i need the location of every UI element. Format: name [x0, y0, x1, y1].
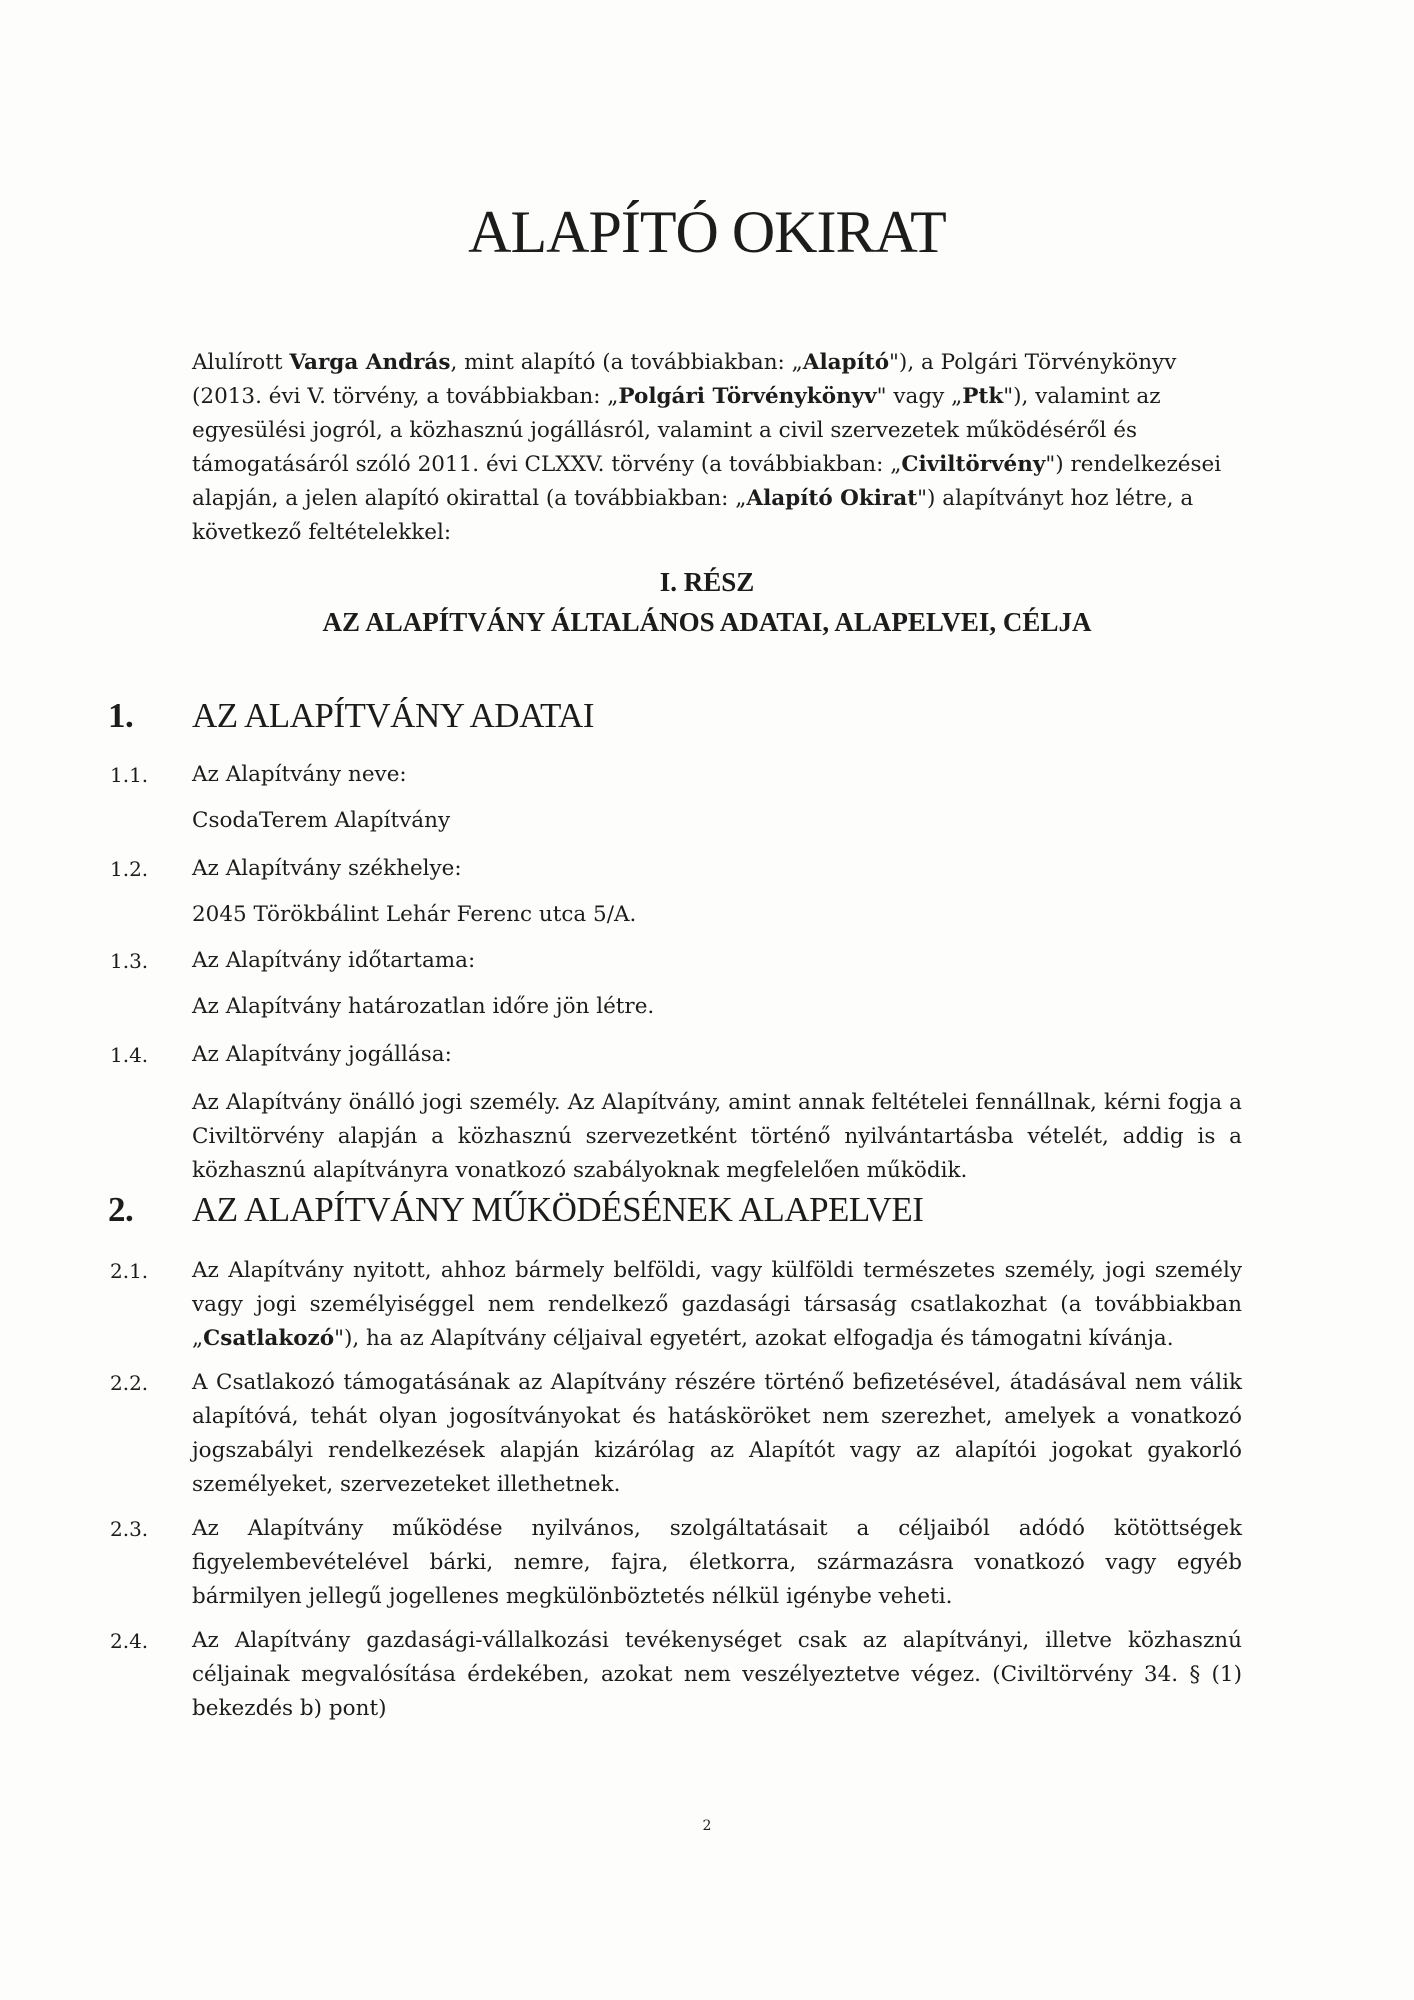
foundation-address: 2045 Törökbálint Lehár Ferenc utca 5/A.	[192, 902, 637, 927]
clause-1-1	[110, 758, 1242, 792]
clause-number: 1.3.	[110, 949, 149, 973]
clause-label: Az Alapítvány székhelye:	[192, 856, 462, 881]
clause-1-4	[110, 1038, 1242, 1072]
clause-1-2	[110, 852, 1242, 886]
clause-number: 1.1.	[110, 763, 149, 787]
section-heading-1	[108, 696, 1258, 736]
clause-1-3	[110, 944, 1242, 978]
part-heading	[0, 562, 1414, 642]
clause-2-2	[110, 1366, 1242, 1502]
foundation-name: CsodaTerem Alapítvány	[192, 808, 451, 833]
intro-paragraph: Alulírott Varga András, mint alapító (a továbbiakban: „Alapító"), a Polgári Törvénykönyv (2013. évi V. törvény, a továbbiakban: „Polgári Törvénykönyv" vagy „Ptk"), valamint az egyesülési jogról, a közhasznú jogállásról, valamint a civil szervezetek működéséről és támogatásáról szóló 2011. évi CLXXV. törvény (a továbbiakban: „Civiltörvény") rendelkezései alapján, a jelen alapító okirattal (a továbbiakban: „Alapító Okirat") alapítványt hoz létre, a következő feltételekkel:	[192, 350, 1222, 545]
clause-label: Az Alapítvány időtartama:	[192, 948, 476, 973]
document-title: ALAPÍTÓ OKIRAT	[468, 199, 946, 265]
clause-number: 2.4.	[110, 1629, 149, 1653]
clause-2-1	[110, 1254, 1242, 1356]
page-number: 2	[702, 1818, 712, 1834]
clause-number: 1.2.	[110, 857, 149, 881]
clause-text: A Csatlakozó támogatásának az Alapítvány részére történő befizetésével, átadásával nem válik alapítóvá, tehát olyan jogosítványokat és hatásköröket nem szerezhet, amelyek a vonatkozó jogszabályi rendelkezések alapján kizárólag az Alapítót vagy az alapítói jogokat gyakorló személyeket, szervezeteket illethetnek.	[192, 1370, 1242, 1497]
section-heading-2	[108, 1190, 1258, 1230]
clause-number: 2.2.	[110, 1371, 149, 1395]
clause-text: Az Alapítvány gazdasági-vállalkozási tevékenységet csak az alapítványi, illetve közhasznú céljainak megvalósítása érdekében, azokat nem veszélyeztetve végez. (Civiltörvény 34. § (1) bekezdés b) pont)	[192, 1628, 1242, 1721]
section-title: AZ ALAPÍTVÁNY ADATAI	[192, 696, 594, 735]
clause-text: Az Alapítvány nyitott, ahhoz bármely belföldi, vagy külföldi természetes személy, jogi személy vagy jogi személyiséggel nem rendelkező gazdasági társaság csatlakozhat (a továbbiakban „Csatlakozó"), ha az Alapítvány céljaival egyetért, azokat elfogadja és támogatni kívánja.	[192, 1258, 1242, 1351]
foundation-duration: Az Alapítvány határozatlan időre jön létre.	[192, 994, 655, 1019]
clause-2-3	[110, 1512, 1242, 1614]
clause-number: 1.4.	[110, 1043, 149, 1067]
part-label: I. RÉSZ	[659, 567, 755, 597]
part-title: AZ ALAPÍTVÁNY ÁLTALÁNOS ADATAI, ALAPELVEI, CÉLJA	[322, 607, 1092, 637]
clause-number: 2.3.	[110, 1517, 149, 1541]
founder-name: Varga András	[289, 350, 451, 375]
clause-2-4	[110, 1624, 1242, 1726]
section-number: 1.	[108, 696, 134, 735]
clause-number: 2.1.	[110, 1259, 149, 1283]
section-title: AZ ALAPÍTVÁNY MŰKÖDÉSÉNEK ALAPELVEI	[192, 1190, 924, 1229]
section-number: 2.	[108, 1190, 134, 1229]
clause-label: Az Alapítvány neve:	[192, 762, 407, 787]
foundation-legal-status: Az Alapítvány önálló jogi személy. Az Alapítvány, amint annak feltételei fennállnak, kérni fogja a Civiltörvény alapján a közhasznú szervezetként történő nyilvántartásba vételét, addig is a közhasznú alapítványra vonatkozó szabályoknak megfelelően működik.	[192, 1090, 1242, 1183]
clause-label: Az Alapítvány jogállása:	[192, 1042, 452, 1067]
clause-text: Az Alapítvány működése nyilvános, szolgáltatásait a céljaiból adódó kötöttségek figyelembevételével bárki, nemre, fajra, életkorra, származásra vonatkozó vagy egyéb bármilyen jellegű jogellenes megkülönböztetés nélkül igénybe veheti.	[192, 1516, 1242, 1609]
